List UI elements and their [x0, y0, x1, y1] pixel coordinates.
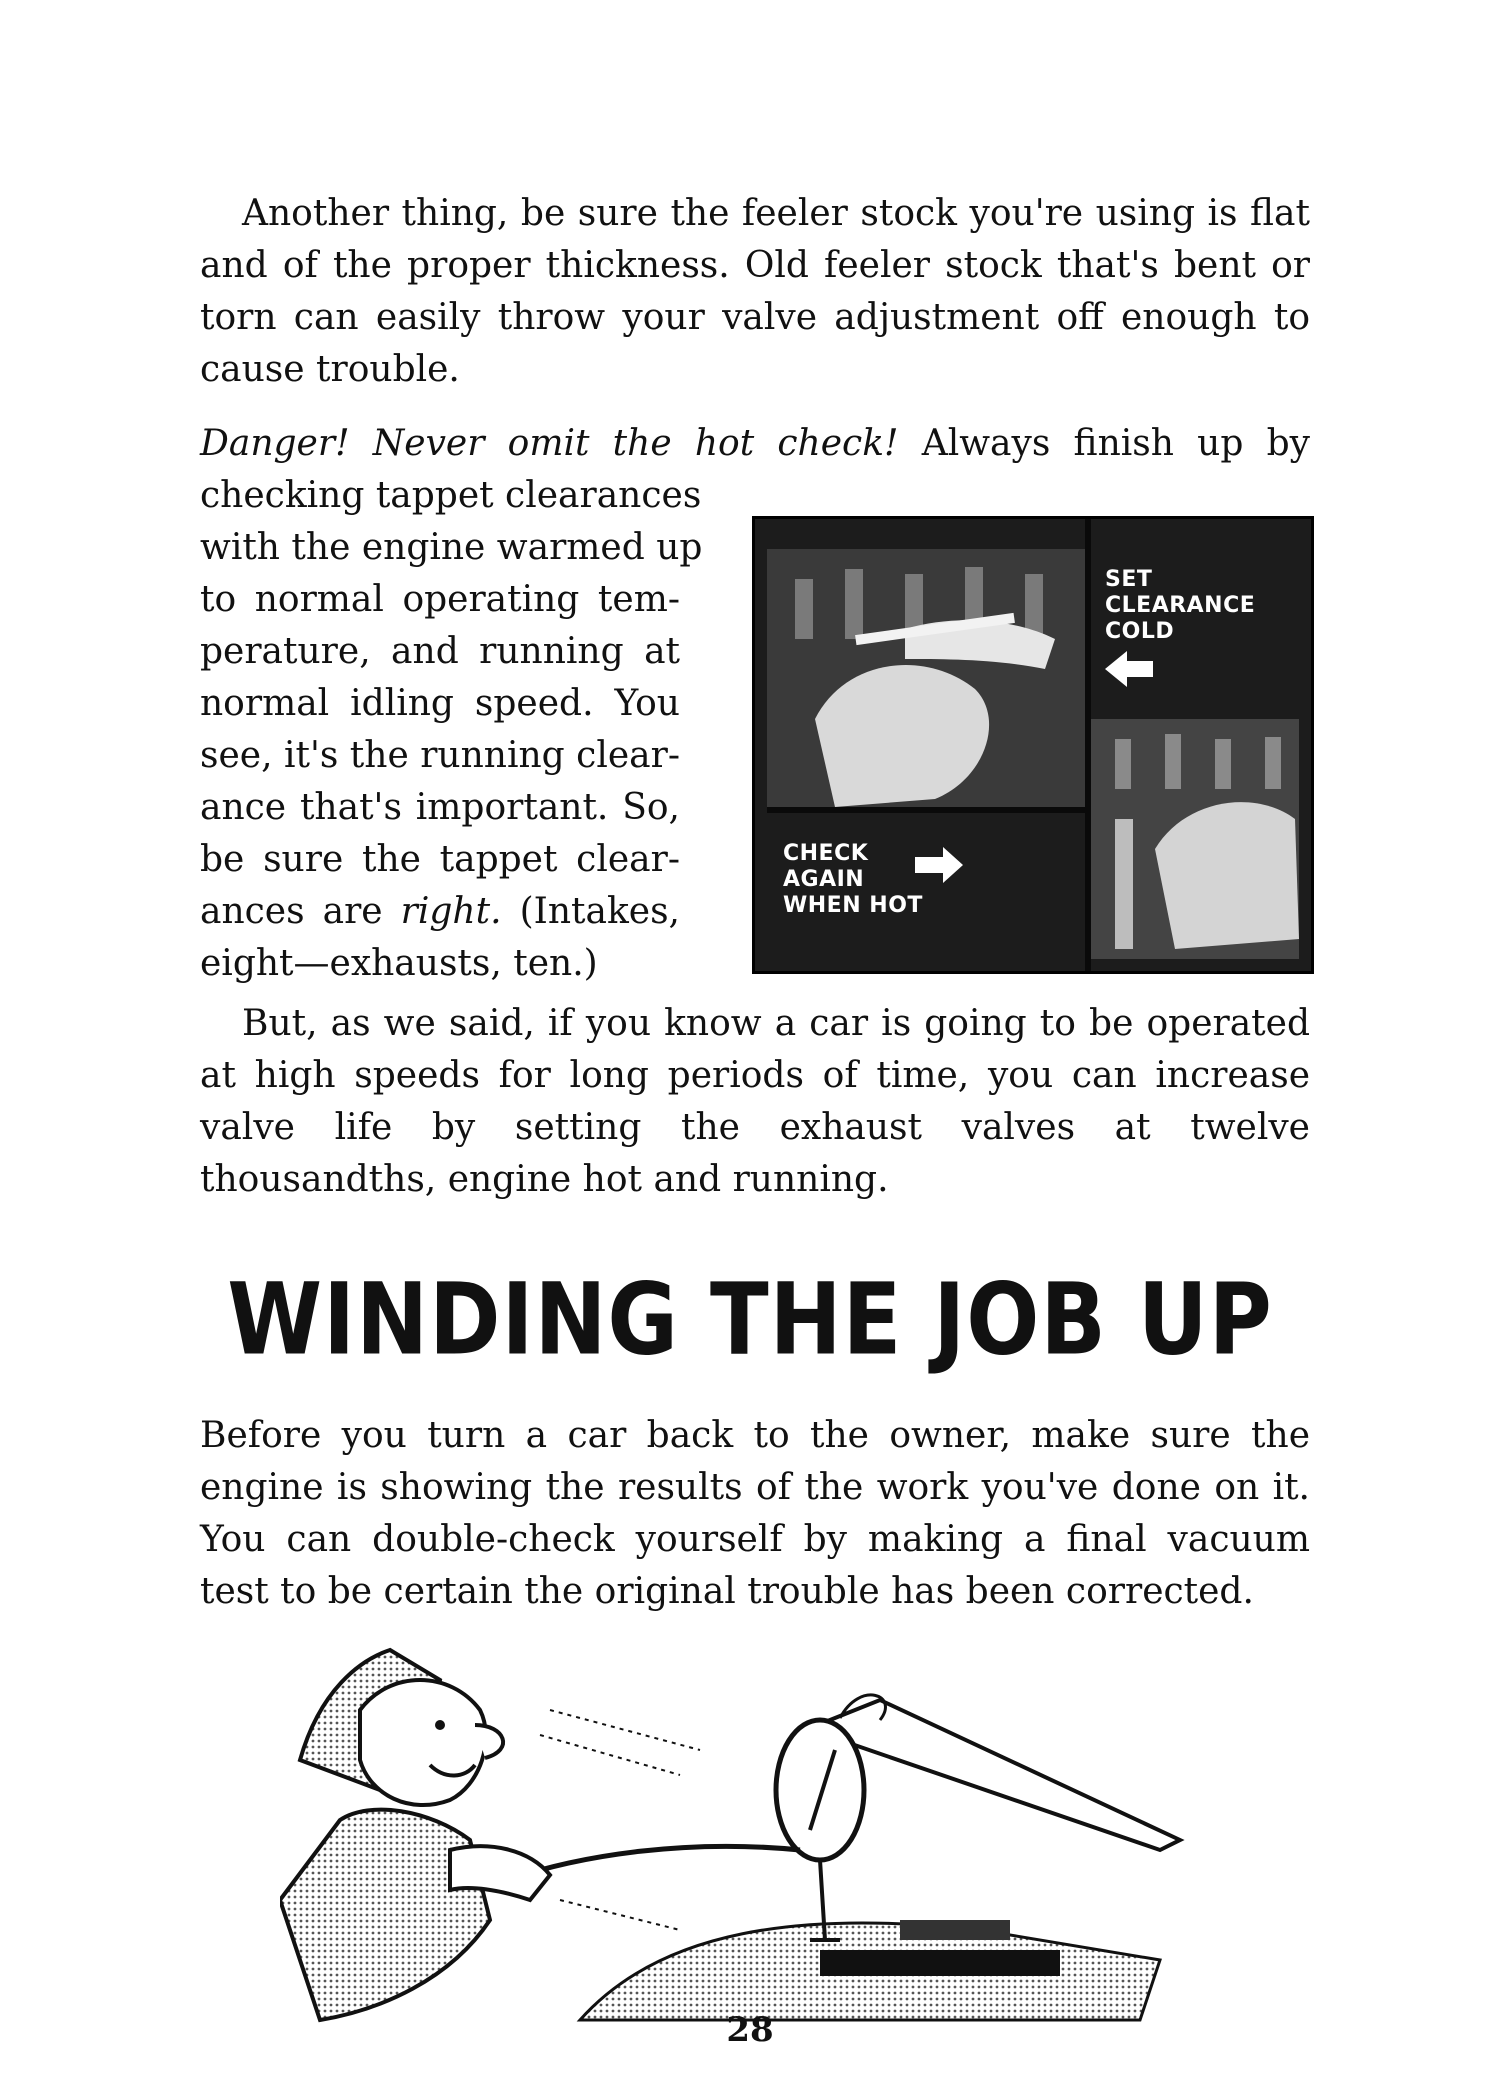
wrapped-line-last: eight—exhausts, ten.) [200, 943, 598, 984]
caption-line: COLD [1105, 619, 1175, 644]
wrapped-line: ance that's important. So, [200, 787, 680, 828]
caption-line: WHEN HOT [783, 893, 923, 918]
wrapped-line: normal idling speed. You [200, 683, 680, 724]
paragraph-hot-check-first-line-rest: Always finish up by [898, 423, 1310, 464]
wrapped-line: be sure the tappet clear- [200, 839, 680, 880]
wrapped-line-part: (Intakes, [501, 891, 680, 932]
wrapped-line: see, it's the running clear- [200, 735, 680, 776]
caption-check-again-when-hot [783, 841, 923, 919]
wrapped-line: to normal operating tem- [200, 579, 680, 620]
wrapped-line: with the engine warmed up [200, 527, 703, 568]
wrapped-line: perature, and running at [200, 631, 680, 672]
caption-line: CLEARANCE [1105, 593, 1256, 618]
caption-line: CHECK [783, 841, 869, 866]
caption-line: AGAIN [783, 867, 865, 892]
section-heading: WINDING THE JOB UP [227, 1262, 1273, 1378]
page-number: 28 [726, 2010, 774, 2050]
caption-line: SET [1105, 567, 1153, 592]
danger-warning: Danger! Never omit the hot check! [200, 423, 899, 464]
valve-adjustment-photo [752, 516, 1314, 974]
emphasis-right: right. [400, 891, 502, 932]
wrapped-line-right [200, 886, 680, 938]
caption-set-clearance-cold [1105, 567, 1255, 645]
paragraph-final-vacuum-test: Before you turn a car back to the owner, make sure the engine is showing the results of the work you've done on it. You can double-check yourself by making a final vacuum test to be certain the original trouble has been corrected. [200, 1415, 1310, 1612]
paragraph-feeler-stock: Another thing, be sure the feeler stock you're using is flat and of the proper thickness. Old feeler stock that's bent or torn can easily throw your valve adjustment off enough to cause trouble. [200, 193, 1310, 390]
wrapped-line-part: ances are [200, 891, 401, 932]
paragraph-hot-check-first-line [200, 418, 1310, 470]
paragraph-hot-check-wrapped [200, 470, 703, 990]
wrapped-line: checking tappet clearances [200, 475, 702, 516]
mechanic-vacuum-gauge-illustration [280, 1600, 1220, 2030]
paragraph-high-speed: But, as we said, if you know a car is going to be operated at high speeds for long periods of time, you can increase valve life by setting the exhaust valves at twelve thousandths, engine hot and running. [200, 1003, 1310, 1200]
